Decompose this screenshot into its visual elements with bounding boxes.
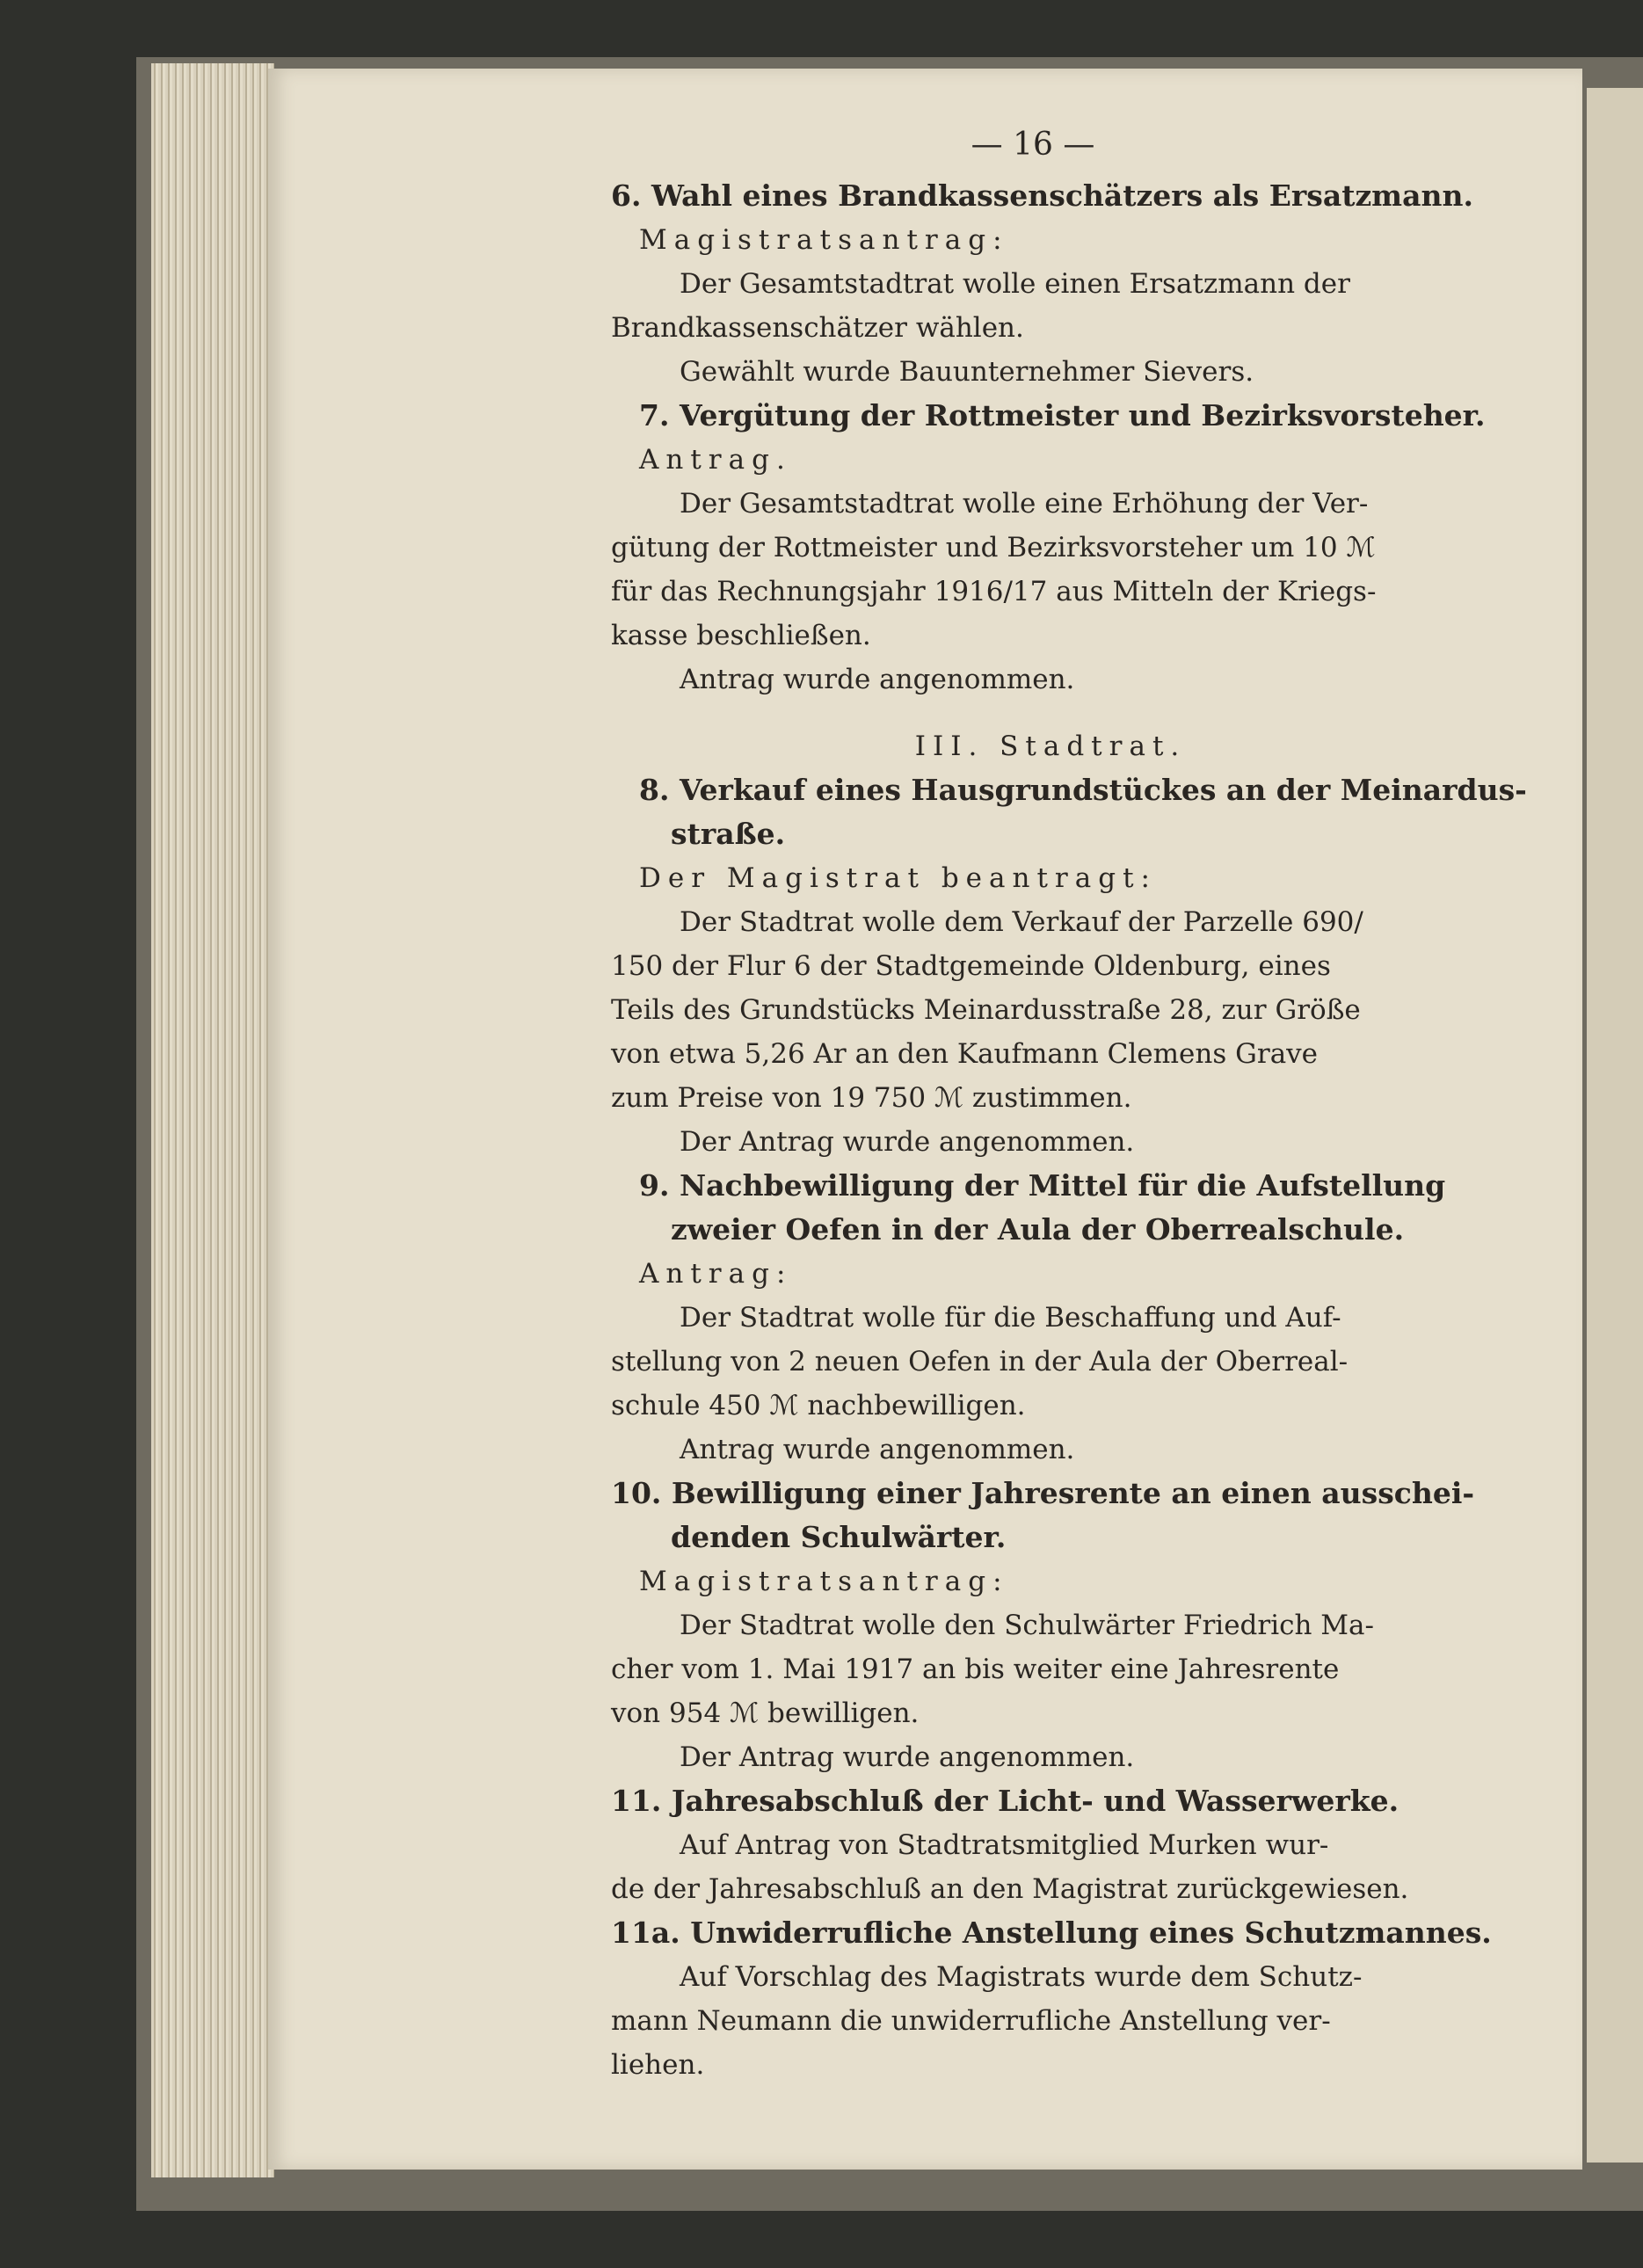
section-7-result: Antrag wurde angenommen. <box>680 664 1075 695</box>
section-7-title: 7. Vergütung der Rottmeister und Bezirksvorsteher. <box>639 398 1486 433</box>
section-7-line: kasse beschließen. <box>611 620 871 651</box>
section-7-label: Antrag. <box>639 444 792 476</box>
section-8-line: 150 der Flur 6 der Stadtgemeinde Oldenburg, eines <box>611 950 1331 982</box>
section-10 <box>611 1472 1490 1779</box>
section-10-line: von 954 ℳ bewilligen. <box>611 1697 920 1729</box>
section-8 <box>611 768 1527 1164</box>
section-9-line: Der Stadtrat wolle für die Beschaffung und Auf- <box>680 1302 1341 1334</box>
section-7-line: für das Rechnungsjahr 1916/17 aus Mitteln der Kriegs- <box>611 576 1377 607</box>
section-11a-line: mann Neumann die unwiderrufliche Anstellung ver- <box>611 2005 1331 2037</box>
section-7 <box>611 394 1490 701</box>
section-11-title: 11. Jahresabschluß der Licht- und Wasserwerke. <box>611 1784 1399 1818</box>
section-11a <box>611 1911 1490 2087</box>
section-11 <box>611 1779 1490 1911</box>
section-8-line: Der Stadtrat wolle dem Verkauf der Parzelle 690/ <box>680 906 1363 938</box>
page-edges <box>151 63 274 2177</box>
section-6 <box>611 174 1490 394</box>
section-9 <box>611 1164 1490 1472</box>
section-10-title: 10. Bewilligung einer Jahresrente an einen ausschei- <box>611 1476 1475 1510</box>
section-9-line: stellung von 2 neuen Oefen in der Aula der Oberreal- <box>611 1346 1349 1378</box>
section-9-title: 9. Nachbewilligung der Mittel für die Aufstellung <box>639 1168 1446 1203</box>
section-7-line: Der Gesamtstadtrat wolle eine Erhöhung der Ver- <box>680 488 1369 520</box>
section-6-label: Magistratsantrag: <box>639 224 1009 256</box>
section-8-line: zum Preise von 19 750 ℳ zustimmen. <box>611 1082 1132 1114</box>
section-6-result: Gewählt wurde Bauunternehmer Sievers. <box>680 356 1254 388</box>
facing-page-edge <box>1587 88 1643 2163</box>
section-9-title-cont: zweier Oefen in der Aula der Oberrealschule. <box>671 1212 1405 1247</box>
section-6-line: Brandkassenschätzer wählen. <box>611 312 1024 344</box>
section-7-line: gütung der Rottmeister und Bezirksvorsteher um 10 ℳ <box>611 532 1376 563</box>
page-text <box>611 123 1527 2087</box>
section-6-line: Der Gesamtstadtrat wolle einen Ersatzmann der <box>680 268 1350 300</box>
section-8-result: Der Antrag wurde angenommen. <box>680 1126 1135 1158</box>
section-11-line: Auf Antrag von Stadtratsmitglied Murken wur- <box>680 1829 1329 1861</box>
section-8-line: von etwa 5,26 Ar an den Kaufmann Clemens Grave <box>611 1038 1319 1070</box>
section-10-line: Der Stadtrat wolle den Schulwärter Friedrich Ma- <box>680 1610 1375 1641</box>
section-6-title: 6. Wahl eines Brandkassenschätzers als Ersatzmann. <box>611 178 1473 213</box>
section-9-line: schule 450 ℳ nachbewilligen. <box>611 1390 1026 1421</box>
section-8-title: 8. Verkauf eines Hausgrundstückes an der Meinardus- <box>639 773 1527 807</box>
section-10-title-cont: denden Schulwärter. <box>671 1520 1007 1554</box>
section-8-line: Teils des Grundstücks Meinardusstraße 28, zur Größe <box>611 994 1361 1026</box>
part-heading-stadtrat: III. Stadtrat. <box>914 731 1187 762</box>
section-10-line: cher vom 1. Mai 1917 an bis weiter eine Jahresrente <box>611 1654 1340 1685</box>
section-11a-line: liehen. <box>611 2049 705 2081</box>
section-10-result: Der Antrag wurde angenommen. <box>680 1741 1135 1773</box>
section-11-line: de der Jahresabschluß an den Magistrat zurückgewiesen. <box>611 1873 1409 1905</box>
page-number: — 16 — <box>971 127 1095 163</box>
section-9-label: Antrag: <box>639 1258 793 1290</box>
section-8-label: Der Magistrat beantragt: <box>639 862 1157 894</box>
section-9-result: Antrag wurde angenommen. <box>680 1434 1075 1465</box>
section-11a-title: 11a. Unwiderrufliche Anstellung eines Schutzmannes. <box>611 1915 1492 1950</box>
section-11a-line: Auf Vorschlag des Magistrats wurde dem Schutz- <box>680 1961 1363 1993</box>
section-10-label: Magistratsantrag: <box>639 1566 1009 1597</box>
section-8-title-cont: straße. <box>671 817 786 851</box>
